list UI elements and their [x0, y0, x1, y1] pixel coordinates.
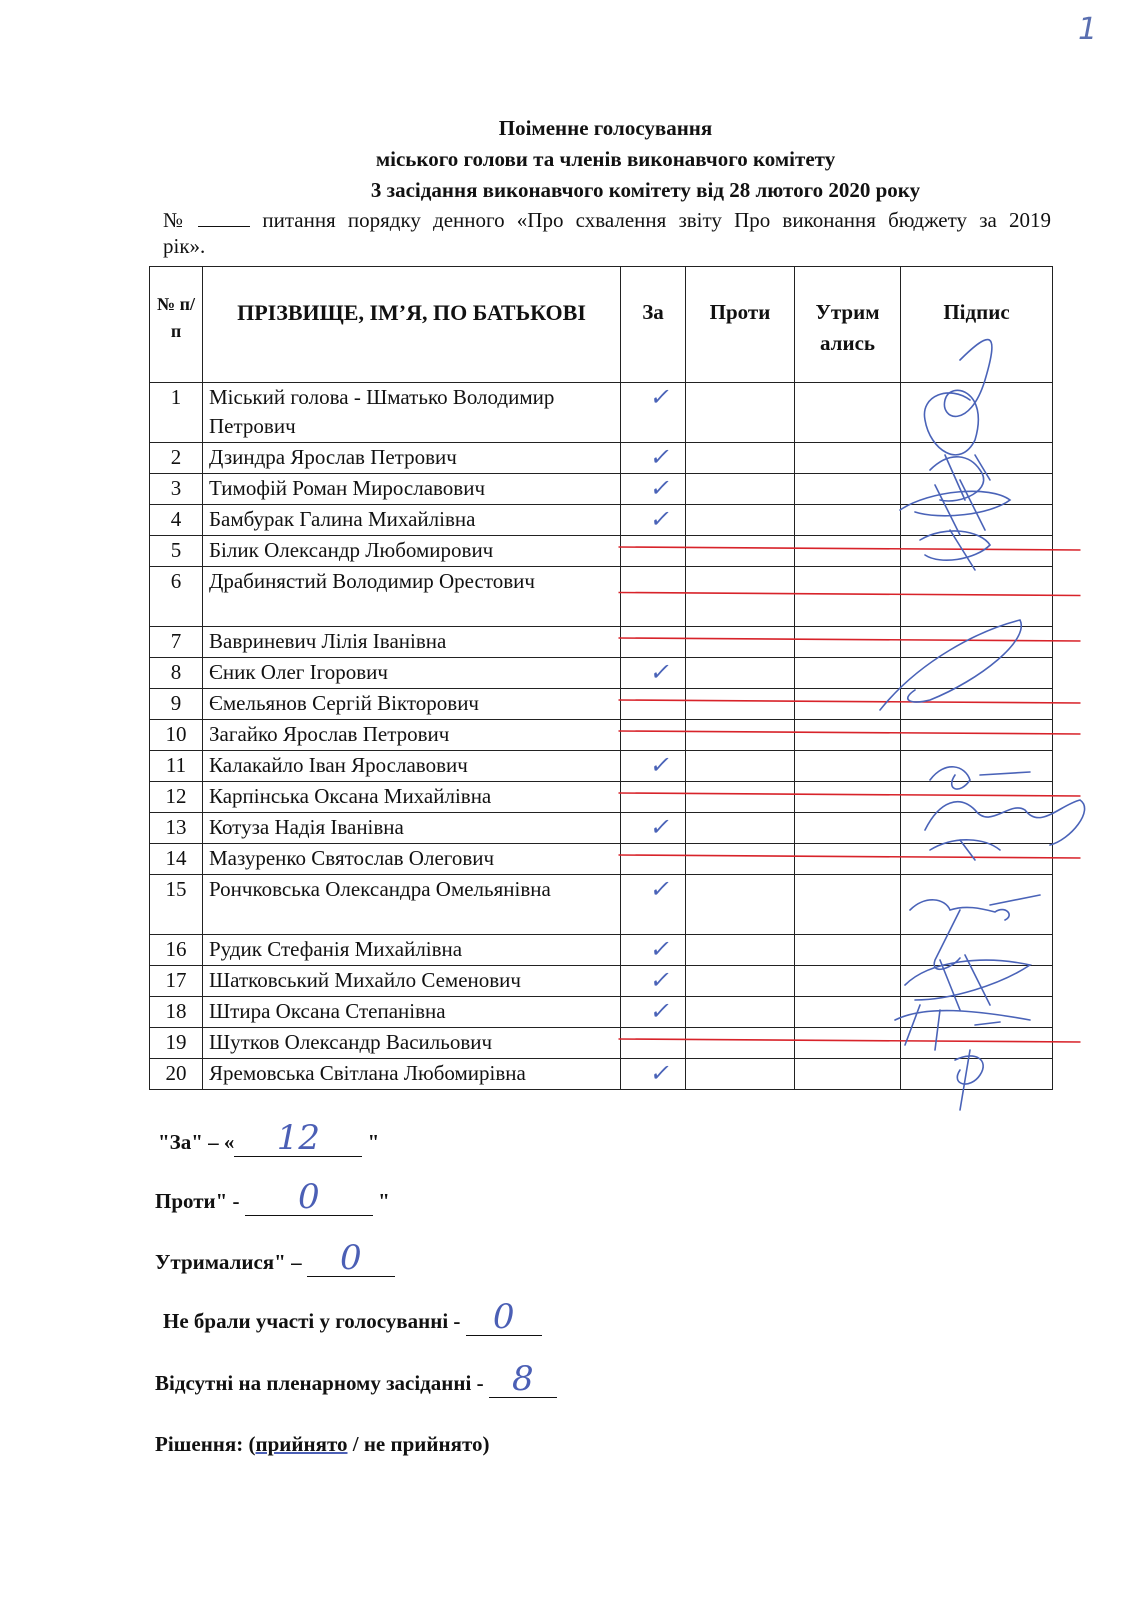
row-number: 14 — [150, 844, 203, 875]
vote-against-cell — [686, 443, 795, 474]
row-number: 4 — [150, 505, 203, 536]
vote-abstained-cell — [795, 751, 901, 782]
vote-abstained-cell — [795, 997, 901, 1028]
row-number: 9 — [150, 689, 203, 720]
vote-for-cell — [621, 1059, 686, 1090]
result-against-close: " — [372, 1189, 390, 1213]
vote-against-cell — [686, 720, 795, 751]
row-number: 8 — [150, 658, 203, 689]
vote-table-body — [150, 383, 1053, 1090]
check-mark-icon: ✓ — [648, 383, 675, 411]
row-number: 16 — [150, 935, 203, 966]
vote-for-cell — [621, 935, 686, 966]
vote-abstained-cell — [795, 383, 901, 443]
vote-for-cell — [621, 966, 686, 997]
row-number: 10 — [150, 720, 203, 751]
member-name: Бамбурак Галина Михайлівна — [203, 505, 621, 536]
vote-table — [149, 266, 1053, 1090]
check-mark-icon: ✓ — [648, 935, 675, 963]
signature-cell — [901, 689, 1053, 720]
signature-cell — [901, 875, 1053, 935]
vote-against-cell — [686, 567, 795, 627]
row-number: 1 — [150, 383, 203, 443]
agenda-text: питання порядку денного «Про схвалення звіту Про виконання бюджету за 2019 рік». — [163, 208, 1052, 258]
result-absent — [155, 1359, 557, 1399]
table-row — [150, 720, 1053, 751]
result-for-value: 12 — [234, 1128, 362, 1157]
table-row — [150, 567, 1053, 627]
vote-for-cell — [621, 720, 686, 751]
vote-against-cell — [686, 658, 795, 689]
row-number: 11 — [150, 751, 203, 782]
col-header-abstained: Утрим ались — [795, 267, 901, 383]
vote-abstained-cell — [795, 567, 901, 627]
vote-against-cell — [686, 689, 795, 720]
row-number: 15 — [150, 875, 203, 935]
vote-against-cell — [686, 751, 795, 782]
vote-abstained-cell — [795, 536, 901, 567]
vote-against-cell — [686, 782, 795, 813]
page-number: 1 — [1078, 12, 1098, 47]
check-mark-icon: ✓ — [648, 1059, 675, 1087]
result-for — [158, 1118, 380, 1158]
result-against-label: Проти" - — [155, 1189, 245, 1213]
col-header-number: № п/ п — [150, 267, 203, 383]
vote-abstained-cell — [795, 935, 901, 966]
agenda-item — [163, 207, 1051, 259]
member-name: Котуза Надія Іванівна — [203, 813, 621, 844]
member-name: Рончковська Олександра Омельянівна — [203, 875, 621, 935]
table-row — [150, 627, 1053, 658]
member-name: Калакайло Іван Ярославович — [203, 751, 621, 782]
member-name: Мазуренко Святослав Олегович — [203, 844, 621, 875]
check-mark-icon: ✓ — [648, 658, 675, 686]
table-row — [150, 782, 1053, 813]
vote-abstained-cell — [795, 782, 901, 813]
vote-abstained-cell — [795, 505, 901, 536]
signature-cell — [901, 813, 1053, 844]
signature-cell — [901, 751, 1053, 782]
signature-cell — [901, 1059, 1053, 1090]
check-mark-icon: ✓ — [648, 813, 675, 841]
vote-abstained-cell — [795, 474, 901, 505]
table-row — [150, 505, 1053, 536]
row-number: 18 — [150, 997, 203, 1028]
decision — [155, 1432, 489, 1457]
member-name: Ємельянов Сергій Вікторович — [203, 689, 621, 720]
signature-cell — [901, 997, 1053, 1028]
signature-cell — [901, 782, 1053, 813]
check-mark-icon: ✓ — [648, 997, 675, 1025]
row-number: 2 — [150, 443, 203, 474]
vote-for-cell — [621, 627, 686, 658]
result-abstained — [155, 1238, 395, 1278]
signature-cell — [901, 966, 1053, 997]
vote-against-cell — [686, 1059, 795, 1090]
member-name: Дзиндра Ярослав Петрович — [203, 443, 621, 474]
row-number: 3 — [150, 474, 203, 505]
member-name: Карпінська Оксана Михайлівна — [203, 782, 621, 813]
vote-against-cell — [686, 997, 795, 1028]
signature-cell — [901, 443, 1053, 474]
signature-cell — [901, 627, 1053, 658]
vote-abstained-cell — [795, 627, 901, 658]
result-for-close: " — [362, 1130, 380, 1154]
table-row — [150, 536, 1053, 567]
member-name: Вавриневич Лілія Іванівна — [203, 627, 621, 658]
row-number: 20 — [150, 1059, 203, 1090]
check-mark-icon: ✓ — [648, 474, 675, 502]
vote-for-cell — [621, 658, 686, 689]
signature-cell — [901, 935, 1053, 966]
decision-accepted: прийнято — [255, 1432, 348, 1456]
check-mark-icon: ✓ — [648, 966, 675, 994]
vote-for-cell — [621, 505, 686, 536]
member-name: Загайко Ярослав Петрович — [203, 720, 621, 751]
member-name: Міський голова - Шматько Володимир Петрович — [203, 383, 621, 443]
vote-for-cell — [621, 536, 686, 567]
table-row — [150, 997, 1053, 1028]
member-name: Тимофій Роман Мирославович — [203, 474, 621, 505]
col-header-against: Проти — [686, 267, 795, 383]
result-abstained-label: Утрималися" – — [155, 1250, 307, 1274]
member-name: Білик Олександр Любомирович — [203, 536, 621, 567]
signature-cell — [901, 505, 1053, 536]
vote-against-cell — [686, 474, 795, 505]
vote-abstained-cell — [795, 689, 901, 720]
vote-for-cell — [621, 567, 686, 627]
meeting-line: 3 засідання виконавчого комітету від 28 лютого 2020 року — [370, 178, 921, 202]
vote-abstained-cell — [795, 966, 901, 997]
agenda-number-blank — [198, 210, 250, 227]
decision-rest: / не прийнято) — [347, 1432, 490, 1456]
member-name: Шутков Олександр Васильович — [203, 1028, 621, 1059]
vote-against-cell — [686, 966, 795, 997]
table-row — [150, 658, 1053, 689]
vote-for-cell — [621, 751, 686, 782]
vote-abstained-cell — [795, 875, 901, 935]
check-mark-icon: ✓ — [648, 443, 675, 471]
result-absent-label: Відсутні на пленарному засіданні - — [155, 1371, 489, 1395]
signature-cell — [901, 1028, 1053, 1059]
agenda-number-sign: № — [163, 208, 186, 232]
table-row — [150, 1059, 1053, 1090]
check-mark-icon: ✓ — [648, 875, 675, 903]
table-row — [150, 383, 1053, 443]
vote-for-cell — [621, 1028, 686, 1059]
document-title: Поіменне голосування — [498, 116, 713, 140]
vote-abstained-cell — [795, 813, 901, 844]
col-header-signature: Підпис — [901, 267, 1053, 383]
signature-cell — [901, 383, 1053, 443]
member-name: Рудик Стефанія Михайлівна — [203, 935, 621, 966]
row-number: 6 — [150, 567, 203, 627]
vote-against-cell — [686, 536, 795, 567]
col-header-for: За — [621, 267, 686, 383]
vote-for-cell — [621, 875, 686, 935]
result-against-value: 0 — [245, 1187, 373, 1216]
check-mark-icon: ✓ — [648, 505, 675, 533]
vote-for-cell — [621, 782, 686, 813]
table-row — [150, 813, 1053, 844]
vote-for-cell — [621, 844, 686, 875]
result-absent-value: 8 — [489, 1369, 557, 1398]
signature-cell — [901, 474, 1053, 505]
table-row — [150, 443, 1053, 474]
signature-cell — [901, 720, 1053, 751]
table-row — [150, 751, 1053, 782]
table-row — [150, 844, 1053, 875]
col-header-name: ПРІЗВИЩЕ, ІМ’Я, ПО БАТЬКОВІ — [203, 267, 621, 383]
result-for-label: "За" – « — [158, 1130, 235, 1154]
vote-against-cell — [686, 1028, 795, 1059]
vote-against-cell — [686, 627, 795, 658]
vote-for-cell — [621, 443, 686, 474]
vote-against-cell — [686, 383, 795, 443]
table-row — [150, 1028, 1053, 1059]
result-against — [155, 1177, 390, 1217]
vote-for-cell — [621, 813, 686, 844]
result-not-voted — [163, 1297, 542, 1337]
vote-for-cell — [621, 997, 686, 1028]
member-name: Єник Олег Ігорович — [203, 658, 621, 689]
member-name: Драбинястий Володимир Орестович — [203, 567, 621, 627]
row-number: 12 — [150, 782, 203, 813]
vote-abstained-cell — [795, 443, 901, 474]
vote-abstained-cell — [795, 1028, 901, 1059]
vote-against-cell — [686, 813, 795, 844]
row-number: 7 — [150, 627, 203, 658]
vote-abstained-cell — [795, 658, 901, 689]
row-number: 19 — [150, 1028, 203, 1059]
table-row — [150, 966, 1053, 997]
signature-cell — [901, 844, 1053, 875]
signature-cell — [901, 536, 1053, 567]
vote-against-cell — [686, 844, 795, 875]
vote-abstained-cell — [795, 1059, 901, 1090]
table-row — [150, 689, 1053, 720]
vote-against-cell — [686, 935, 795, 966]
table-row — [150, 935, 1053, 966]
vote-abstained-cell — [795, 844, 901, 875]
vote-against-cell — [686, 875, 795, 935]
check-mark-icon: ✓ — [648, 751, 675, 779]
result-abstained-value: 0 — [307, 1248, 395, 1277]
result-not-voted-value: 0 — [466, 1307, 542, 1336]
member-name: Шатковський Михайло Семенович — [203, 966, 621, 997]
signature-cell — [901, 658, 1053, 689]
signature-cell — [901, 567, 1053, 627]
vote-for-cell — [621, 689, 686, 720]
row-number: 5 — [150, 536, 203, 567]
member-name: Штира Оксана Степанівна — [203, 997, 621, 1028]
table-row — [150, 875, 1053, 935]
vote-for-cell — [621, 383, 686, 443]
vote-abstained-cell — [795, 720, 901, 751]
vote-against-cell — [686, 505, 795, 536]
row-number: 13 — [150, 813, 203, 844]
member-name: Яремовська Світлана Любомирівна — [203, 1059, 621, 1090]
vote-for-cell — [621, 474, 686, 505]
document-subtitle: міського голови та членів виконавчого комітету — [375, 147, 836, 171]
vote-table-header — [150, 267, 1053, 383]
row-number: 17 — [150, 966, 203, 997]
decision-label: Рішення: ( — [155, 1432, 256, 1456]
table-row — [150, 474, 1053, 505]
result-not-voted-label: Не брали участі у голосуванні - — [163, 1309, 466, 1333]
